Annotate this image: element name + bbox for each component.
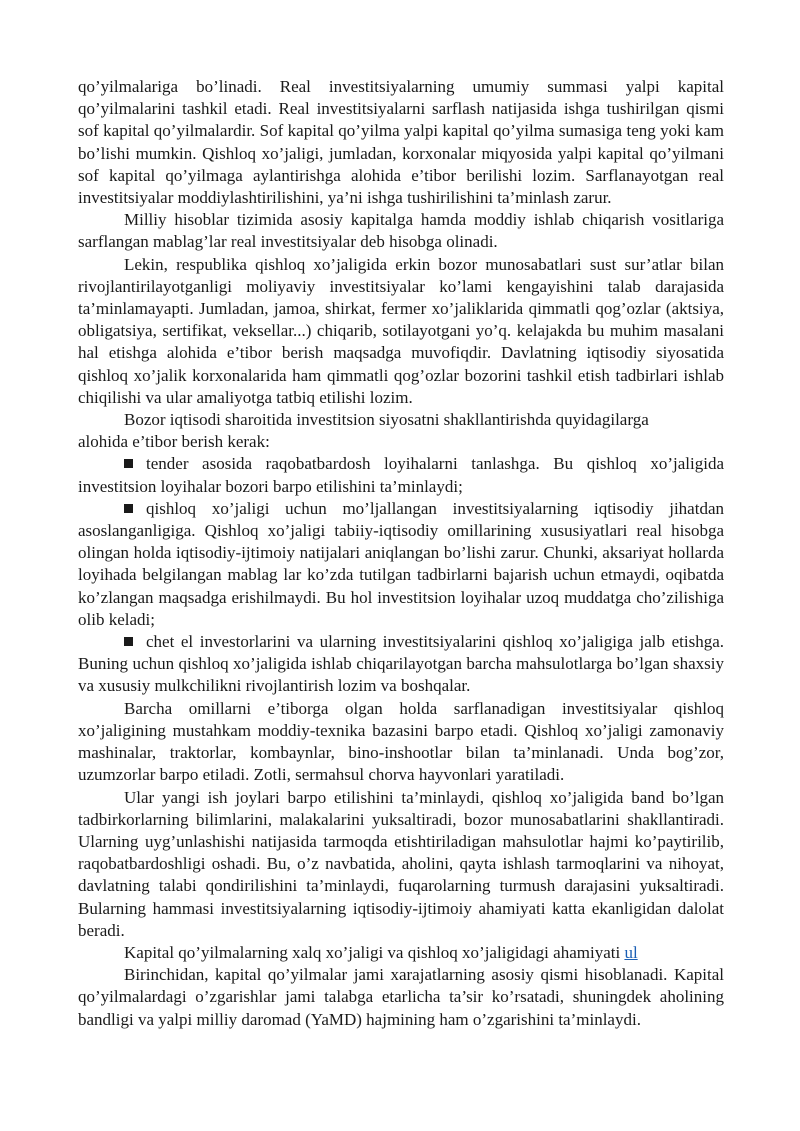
bullet-item-2 <box>78 498 724 631</box>
square-bullet-icon <box>124 504 133 513</box>
bullet-text-2: qishloq xo’jaligi uchun mo’ljallangan investitsiyalarning iqtisodiy jihatdan asoslanganligiga. Qishloq xo’jaligi tabiiy-iqtisodiy omillarining xususiyatlari real hisobga olingan holda iqtisodiy-ijtimoiy natijalari aniqlangan bo’lishi zarur. Chunki, aksariyat hollarda loyihada belgilangan mablag lar ko’zda tutilgan tadbirlarni bajarish uchun etmaydi, oqibatda ko’zlangan maqsadga erishilmaydi. Bu hol investitsion loyihalar uzoq muddatga cho’zilishiga olib keladi; <box>78 498 724 629</box>
bullet-text-3: chet el investorlarini va ularning investitsiyalarini qishloq xo’jaligiga jalb etishga. Buning uchun qishloq xo’jaligida ishlab chiqarilayotgan barcha mahsulotlarga bo’lgan shaxsiy va xususiy mulkchilikni rivojlantirish lozim va boshqalar. <box>78 632 724 696</box>
paragraph-3: Lekin, respublika qishloq xo’jaligida erkin bozor munosabatlari sust sur’atlar bilan rivojlantirilayotganligi moliyaviy investitsiyalar ko’lami kengayishini talab darajasida ta’minlamayapti. Jumladan, jamoa, shirkat, fermer xo’jaliklarida qimmatli qog’ozlar (aktsiya, obligatsiya, sertifikat, veksellar...) chiqarib, sotilayotgani yo’q. kelajakda bu muhim masalani hal etishga alohida e’tibor berish maqsadga muvofiqdir. Davlatning iqtisodiy siyosatida qishloq xo’jalik korxonalarida ham qimmatli qog’ozlar bozorini tashkil etish tadbirlari ishlab chiqilishi va ular amaliyotga tatbiq etilishi lozim. <box>78 254 724 407</box>
paragraph-7-text: Kapital qo’yilmalarning xalq xo’jaligi va qishloq xo’jaligidagi ahamiyati <box>124 942 625 962</box>
paragraph-8: Birinchidan, kapital qo’yilmalar jami xarajatlarning asosiy qismi hisoblanadi. Kapital qo’yilmalardagi o’zgarishlar jami talabga etarlicha ta’sir ko’rsatadi, shuningdek aholining bandligi va yalpi milliy daromad (YaMD) hajmining ham o’zgarishini ta’minlaydi. <box>78 965 724 1029</box>
bullet-text-1: tender asosida raqobatbardosh loyihalarni tanlashga. Bu qishloq xo’jaligida investitsion loyihalar bozori barpo etilishini ta’minlaydi; <box>78 454 724 496</box>
inline-link[interactable]: ul <box>624 942 638 962</box>
paragraph-4-line-2: alohida e’tibor berish kerak: <box>78 432 270 452</box>
bullet-item-3 <box>78 631 724 698</box>
paragraph-5: Barcha omillarni e’tiborga olgan holda sarflanadigan investitsiyalar qishloq xo’jaligining mustahkam moddiy-texnika bazasini barpo etadi. Qishloq xo’jaligi zamonaviy mashinalar, traktorlar, kombaynlar, bino-inshootlar bilan ta’minlanadi. Unda bog’zor, uzumzorlar barpo etiladi. Zotli, sermahsul chorva hayvonlari yaratiladi. <box>78 698 724 785</box>
bullet-item-1 <box>78 453 724 497</box>
paragraph-1: qo’yilmalariga bo’linadi. Real investitsiyalarning umumiy summasi yalpi kapital qo’yilmalarini tashkil etadi. Real investitsiyalarni sarflash natijasida ishga tushirilgan qismi sof kapital qo’yilmalardir. Sof kapital qo’yilma yalpi kapital qo’yilma sumasiga teng yoki kam bo’lishi mumkin. Qishloq xo’jaligi, jumladan, korxonalar miqyosida yalpi kapital qo’yilmani sof kapital qo’yilmaga aylantirishga alohida e’tibor berilishi lozim. Sarflanayotgan real investitsiyalar moddiylashtirilishini, ya’ni ishga tushirilishini ta’minlash zarur. <box>78 77 724 208</box>
document-page <box>78 76 724 1031</box>
square-bullet-icon <box>124 459 133 468</box>
paragraph-7 <box>78 942 724 964</box>
paragraph-4-line-1: Bozor iqtisodi sharoitida investitsion siyosatni shakllantirishda quyidagilarga <box>124 410 649 430</box>
paragraph-2: Milliy hisoblar tizimida asosiy kapitalga hamda moddiy ishlab chiqarish vositlariga sarflangan mablag’lar real investitsiyalar deb hisobga olinadi. <box>78 210 724 252</box>
paragraph-6: Ular yangi ish joylari barpo etilishini ta’minlaydi, qishloq xo’jaligida band bo’lgan tadbirkorlarning bilimlarini, malakalarini yuksaltiradi, bozor munosabatlarini shakllantiradi. Ularning uyg’unlashishi natijasida tarmoqda etishtiriladigan mahsulotlar hajmi ko’paytirilib, raqobatbardoshligi oshadi. Bu, o’z navbatida, aholini, qayta ishlash tarmoqlarini va nihoyat, davlatning talabi qondirilishini ta’minlaydi, fuqarolarning turmush darajasini yuksaltiradi. Bularning hammasi investitsiyalarning iqtisodiy-ijtimoiy ahamiyati katta ekanligidan dalolat beradi. <box>78 787 724 940</box>
square-bullet-icon <box>124 637 133 646</box>
